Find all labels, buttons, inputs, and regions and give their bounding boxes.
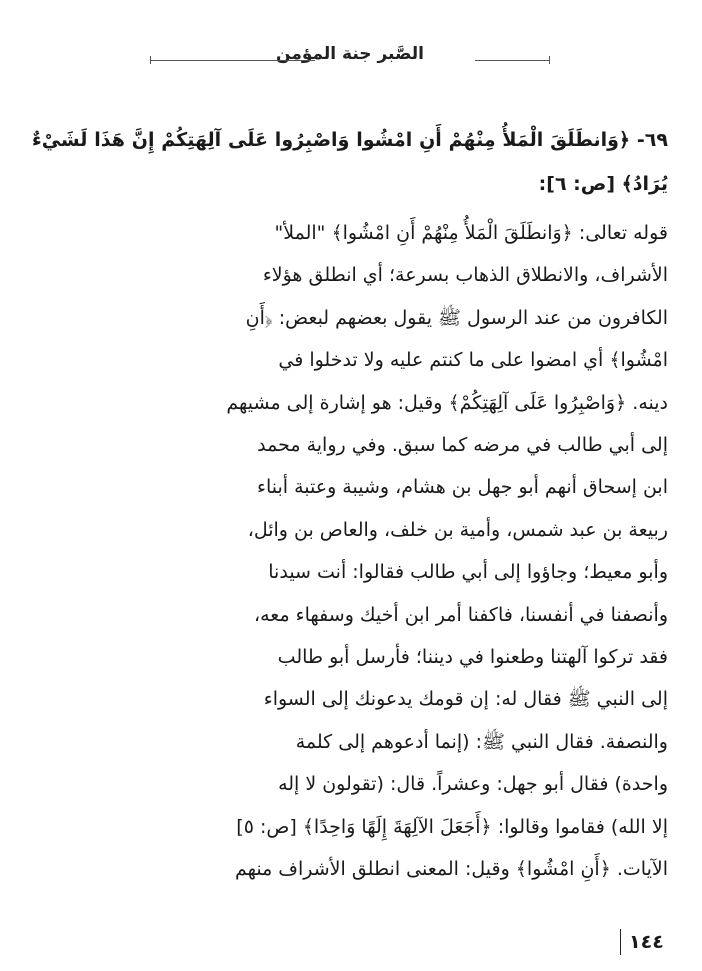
- body-line: وأبو معيط؛ وجاؤوا إلى أبي طالب فقالوا: أنت سيدنا: [268, 561, 668, 584]
- body-line: قوله تعالى: ﴿وَانطَلَقَ الْمَلأُ مِنْهُمْ أَنِ امْشُوا﴾ "الملأ": [274, 222, 668, 244]
- verse-reference: [ص: ٦]:: [538, 173, 616, 195]
- body-line: ربيعة بن عبد شمس، وأمية بن خلف، والعاص بن وائل،: [247, 518, 668, 541]
- body-line: الكافرون من عند الرسول ﷺ يقول بعضهم لبعض: ﴿أَنِ: [245, 306, 668, 329]
- body-line: واحدة) فقال أبو جهل: وعشراً. قال: (تقولون لا إله: [278, 773, 668, 796]
- body-line: امْشُوا﴾ أي امضوا على ما كنتم عليه ولا تدخلوا في: [278, 349, 668, 372]
- body-line: فقد تركوا آلهتنا وطعنوا في ديننا؛ فأرسل أبو طالب: [277, 646, 668, 669]
- body-line: الأشراف، والانطلاق الذهاب بسرعة؛ أي انطلق هؤلاء: [262, 264, 668, 287]
- verse-block: [32, 118, 668, 206]
- page-number: ١٤٤: [629, 931, 664, 953]
- commentary-body: [32, 212, 668, 891]
- body-line: دينه. ﴿وَاصْبِرُوا عَلَى آلِهَتِكُمْ﴾ وقيل: هو إشارة إلى مشيهم: [226, 391, 668, 414]
- body-line: إلا الله) فقاموا وقالوا: ﴿أَجَعَلَ الآلِهَةَ إِلَهًا وَاحِدًا﴾ [ص: ٥]: [236, 815, 668, 838]
- running-header: [150, 30, 550, 70]
- body-line: إلى أبي طالب في مرضه كما سبق. وفي رواية محمد: [257, 434, 668, 457]
- verse-text: ﴿وَانطَلَقَ الْمَلأُ مِنْهُمْ أَنِ امْشُوا وَاصْبِرُوا عَلَى آلِهَتِكُمْ إِنَّ هَذَا لَشَيْءٌ يُرَادُ﴾: [32, 129, 668, 195]
- book-title: الصَّبر جنة المؤمن: [276, 44, 424, 64]
- footer-divider: [620, 929, 621, 955]
- body-line: وأنصفنا في أنفسنا، فاكفنا أمر ابن أخيك وسفهاء معه،: [253, 603, 668, 626]
- page-footer: [620, 927, 664, 957]
- header-tick-left: [150, 56, 151, 64]
- header-rule-left: [150, 60, 315, 61]
- verse-number: ٦٩-: [636, 129, 668, 151]
- body-line: والنصفة. فقال النبي ﷺ: (إنما أدعوهم إلى كلمة: [295, 730, 668, 753]
- body-line: الآيات. ﴿أَنِ امْشُوا﴾ وقيل: المعنى انطلق الأشراف منهم: [234, 858, 668, 881]
- body-line: ابن إسحاق أنهم أبو جهل بن هشام، وشيبة وعتبة أبناء: [257, 476, 668, 499]
- body-line: إلى النبي ﷺ فقال له: إن قومك يدعونك إلى السواء: [263, 688, 668, 711]
